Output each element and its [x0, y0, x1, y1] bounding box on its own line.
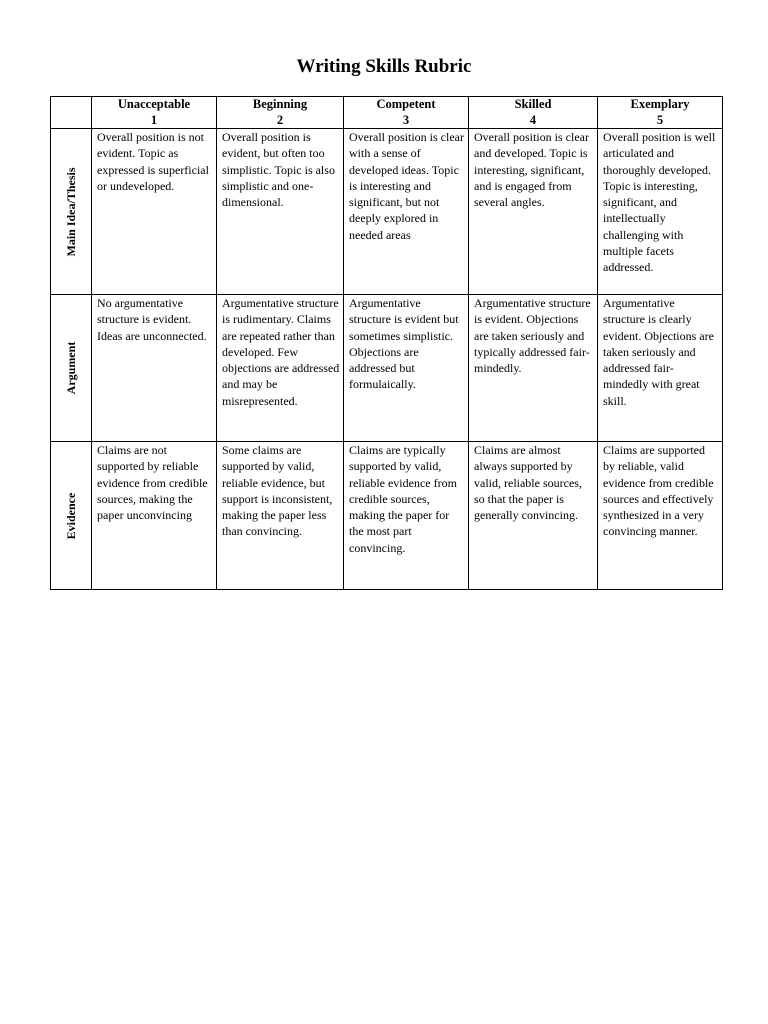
row-label-cell — [51, 295, 92, 442]
column-header-label: Exemplary — [630, 97, 690, 111]
rubric-cell: No argumentative structure is evident. Ideas are unconnected. — [92, 295, 217, 442]
rubric-cell: Overall position is clear and developed. Topic is interesting, significant, and is engaged from several angles. — [469, 129, 598, 295]
rubric-cell: Argumentative structure is evident but sometimes simplistic. Objections are addressed but formulaically. — [344, 295, 469, 442]
rubric-cell: Overall position is well articulated and thoroughly developed. Topic is interesting, significant, and intellectually challenging with multiple facets addressed. — [598, 129, 723, 295]
corner-cell — [51, 97, 92, 129]
row-label-evidence: Evidence — [63, 492, 78, 539]
rubric-cell: Some claims are supported by valid, reliable evidence, but support is inconsistent, making the paper less than convincing. — [217, 442, 344, 590]
column-header-competent — [344, 97, 469, 129]
row-label-main-idea: Main Idea/Thesis — [63, 166, 78, 257]
column-header-skilled — [469, 97, 598, 129]
column-header-label: Beginning — [252, 97, 308, 111]
rubric-cell: Argumentative structure is evident. Objections are taken seriously and typically addressed fair-mindedly. — [469, 295, 598, 442]
rubric-cell: Overall position is evident, but often too simplistic. Topic is also simplistic and one-dimensional. — [217, 129, 344, 295]
header-row — [51, 97, 723, 129]
rubric-cell: Claims are almost always supported by valid, reliable sources, so that the paper is generally convincing. — [469, 442, 598, 590]
column-header-unacceptable — [92, 97, 217, 129]
row-label-cell — [51, 129, 92, 295]
column-header-label: Skilled — [514, 97, 552, 111]
column-header-exemplary — [598, 97, 723, 129]
page-title: Writing Skills Rubric — [296, 56, 472, 77]
rubric-table — [50, 96, 723, 590]
rubric-cell: Claims are supported by reliable, valid evidence from credible sources and effectively synthesized in a very convincing manner. — [598, 442, 723, 590]
column-header-score: 4 — [529, 112, 537, 127]
rubric-cell: Claims are not supported by reliable evidence from credible sources, making the paper unconvincing — [92, 442, 217, 590]
row-label-argument: Argument — [63, 341, 78, 395]
table-row-main-idea — [51, 129, 723, 295]
column-header-score: 1 — [150, 112, 158, 127]
rubric-cell: Argumentative structure is clearly evident. Objections are taken seriously and addressed fair-mindedly with great skill. — [598, 295, 723, 442]
column-header-score: 3 — [402, 112, 410, 127]
row-label-cell — [51, 442, 92, 590]
column-header-beginning — [217, 97, 344, 129]
rubric-cell: Overall position is clear with a sense of developed ideas. Topic is interesting and significant, but not deeply explored in needed areas — [344, 129, 469, 295]
table-row-argument — [51, 295, 723, 442]
column-header-score: 2 — [276, 112, 284, 127]
column-header-score: 5 — [656, 112, 664, 127]
column-header-label: Unacceptable — [117, 97, 191, 111]
rubric-cell: Claims are typically supported by valid, reliable evidence from credible sources, making the paper for the most part convincing. — [344, 442, 469, 590]
column-header-label: Competent — [376, 97, 436, 111]
rubric-cell: Overall position is not evident. Topic as expressed is superficial or undeveloped. — [92, 129, 217, 295]
table-row-evidence — [51, 442, 723, 590]
rubric-cell: Argumentative structure is rudimentary. Claims are repeated rather than developed. Few objections are addressed and may be misrepresented. — [217, 295, 344, 442]
